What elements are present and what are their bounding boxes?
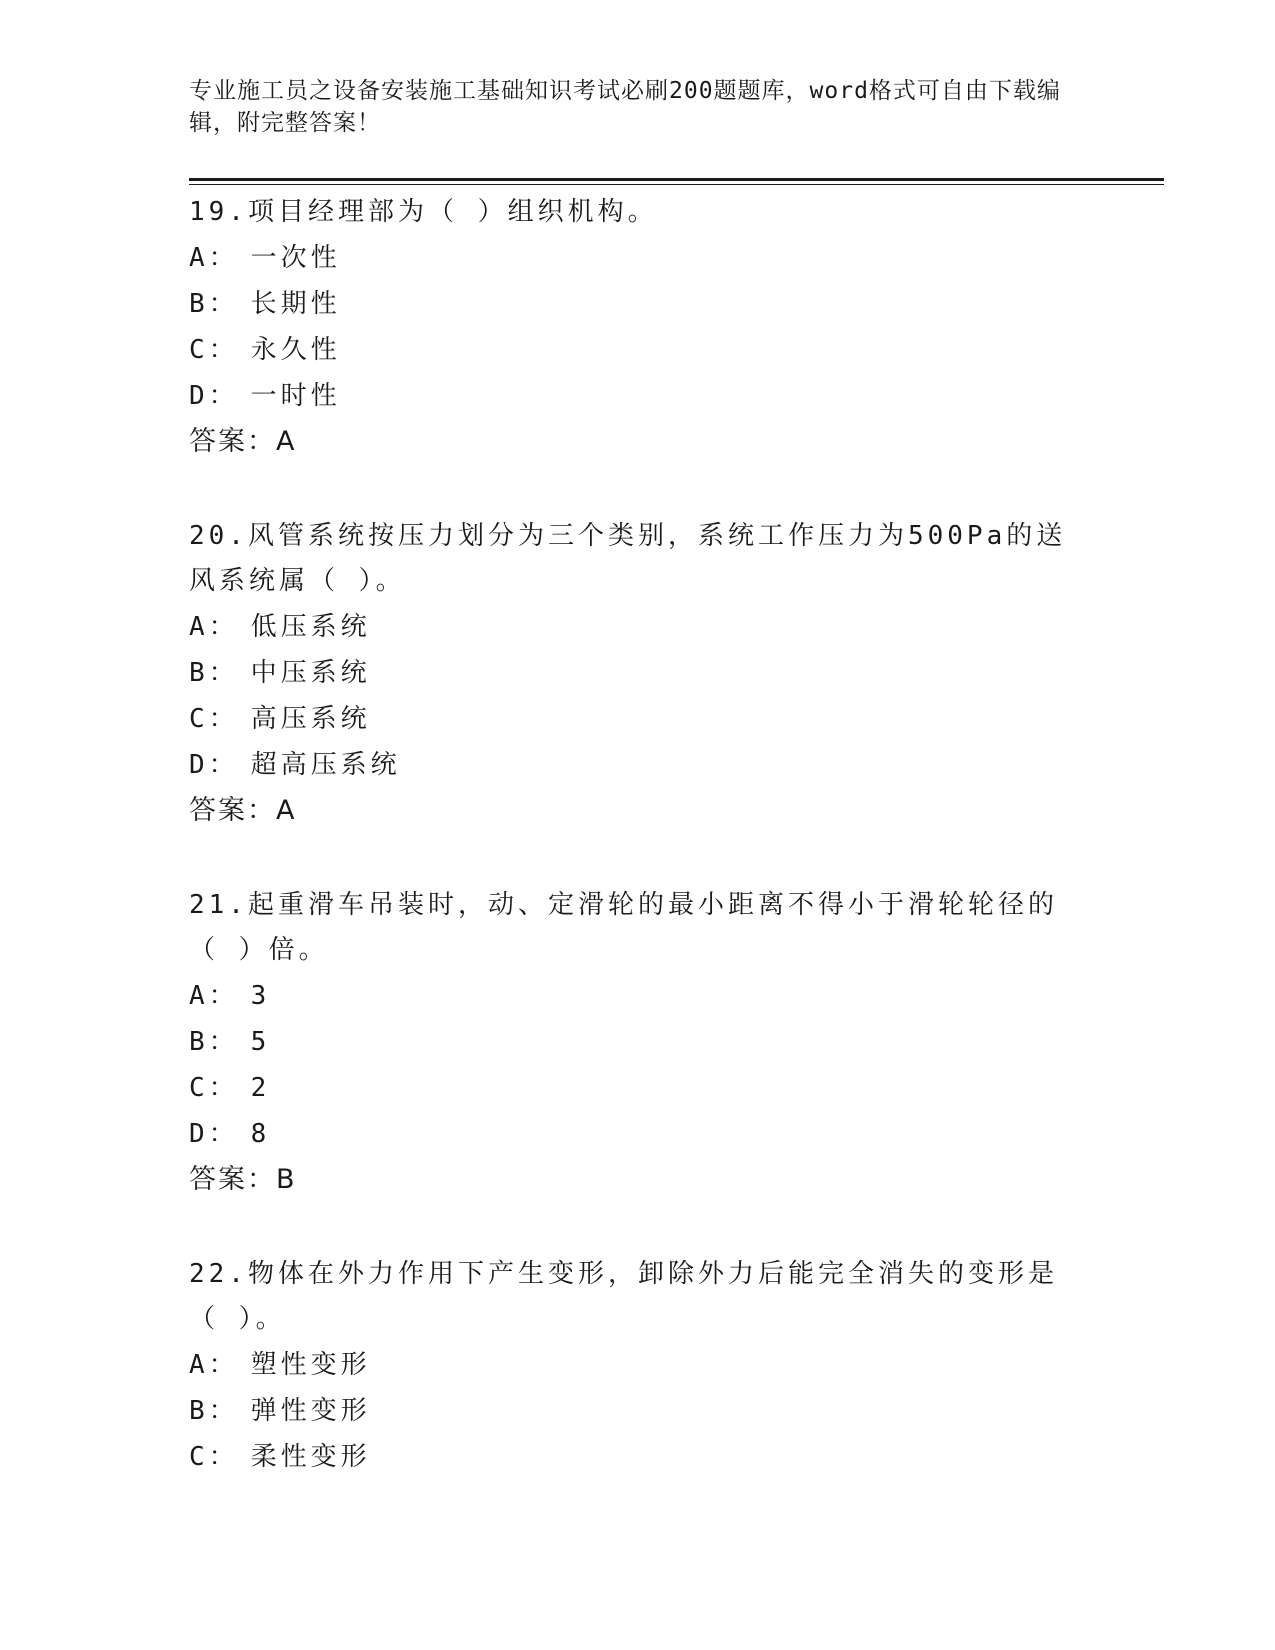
option-a xyxy=(189,604,1164,650)
option-text: 一时性 xyxy=(250,381,341,411)
option-text: 弹性变形 xyxy=(250,1396,371,1426)
option-text: 塑性变形 xyxy=(250,1350,371,1380)
option-key: A： xyxy=(189,981,239,1011)
option-key: D： xyxy=(189,750,239,780)
option-text: 5 xyxy=(250,1027,271,1057)
option-text: 低压系统 xyxy=(250,612,371,642)
question-stem: 19.项目经理部为（ ）组织机构。 xyxy=(189,197,658,227)
question-item xyxy=(189,883,1164,1203)
option-key: B： xyxy=(189,1027,239,1057)
option-key: D： xyxy=(189,1119,239,1149)
option-a xyxy=(189,1342,1164,1388)
option-key: B： xyxy=(189,658,239,688)
option-text: 长期性 xyxy=(250,289,341,319)
option-a xyxy=(189,235,1164,281)
option-text: 超高压系统 xyxy=(250,750,401,780)
answer-line: 答案：A xyxy=(189,795,297,826)
option-c xyxy=(189,1434,1164,1480)
option-d xyxy=(189,373,1164,419)
question-stem: 22.物体在外力作用下产生变形，卸除外力后能完全消失的变形是（ ）。 xyxy=(189,1259,1058,1334)
question-stem: 21.起重滑车吊装时，动、定滑轮的最小距离不得小于滑轮轮径的（ ）倍。 xyxy=(189,890,1058,965)
option-text: 一次性 xyxy=(250,243,341,273)
option-text: 中压系统 xyxy=(250,658,371,688)
header-divider-thick xyxy=(189,178,1164,181)
option-text: 高压系统 xyxy=(250,704,371,734)
option-d xyxy=(189,742,1164,788)
option-text: 永久性 xyxy=(250,335,341,365)
header-divider-thin xyxy=(189,184,1164,185)
option-b xyxy=(189,650,1164,696)
option-c xyxy=(189,1065,1164,1111)
option-key: A： xyxy=(189,243,239,273)
question-item xyxy=(189,514,1164,834)
option-key: D： xyxy=(189,381,239,411)
option-d xyxy=(189,1111,1164,1157)
option-key: C： xyxy=(189,1073,239,1103)
option-key: A： xyxy=(189,612,239,642)
option-c xyxy=(189,327,1164,373)
option-b xyxy=(189,1019,1164,1065)
document-title: 专业施工员之设备安装施工基础知识考试必刷200题题库，word格式可自由下载编辑，附完整答案！ xyxy=(189,78,1061,136)
option-text: 8 xyxy=(250,1119,271,1149)
option-c xyxy=(189,696,1164,742)
question-item xyxy=(189,190,1164,465)
option-text: 2 xyxy=(250,1073,271,1103)
question-list xyxy=(189,190,1164,1529)
option-key: A： xyxy=(189,1350,239,1380)
option-text: 柔性变形 xyxy=(250,1442,371,1472)
option-key: C： xyxy=(189,335,239,365)
option-text: 3 xyxy=(250,981,271,1011)
option-a xyxy=(189,973,1164,1019)
option-key: B： xyxy=(189,1396,239,1426)
option-key: C： xyxy=(189,704,239,734)
question-item xyxy=(189,1252,1164,1480)
option-key: C： xyxy=(189,1442,239,1472)
answer-line: 答案：B xyxy=(189,1164,297,1195)
option-key: B： xyxy=(189,289,239,319)
option-b xyxy=(189,281,1164,327)
question-stem: 20.风管系统按压力划分为三个类别，系统工作压力为500Pa的送风系统属（ ）。 xyxy=(189,521,1067,596)
answer-line: 答案：A xyxy=(189,426,297,457)
option-b xyxy=(189,1388,1164,1434)
